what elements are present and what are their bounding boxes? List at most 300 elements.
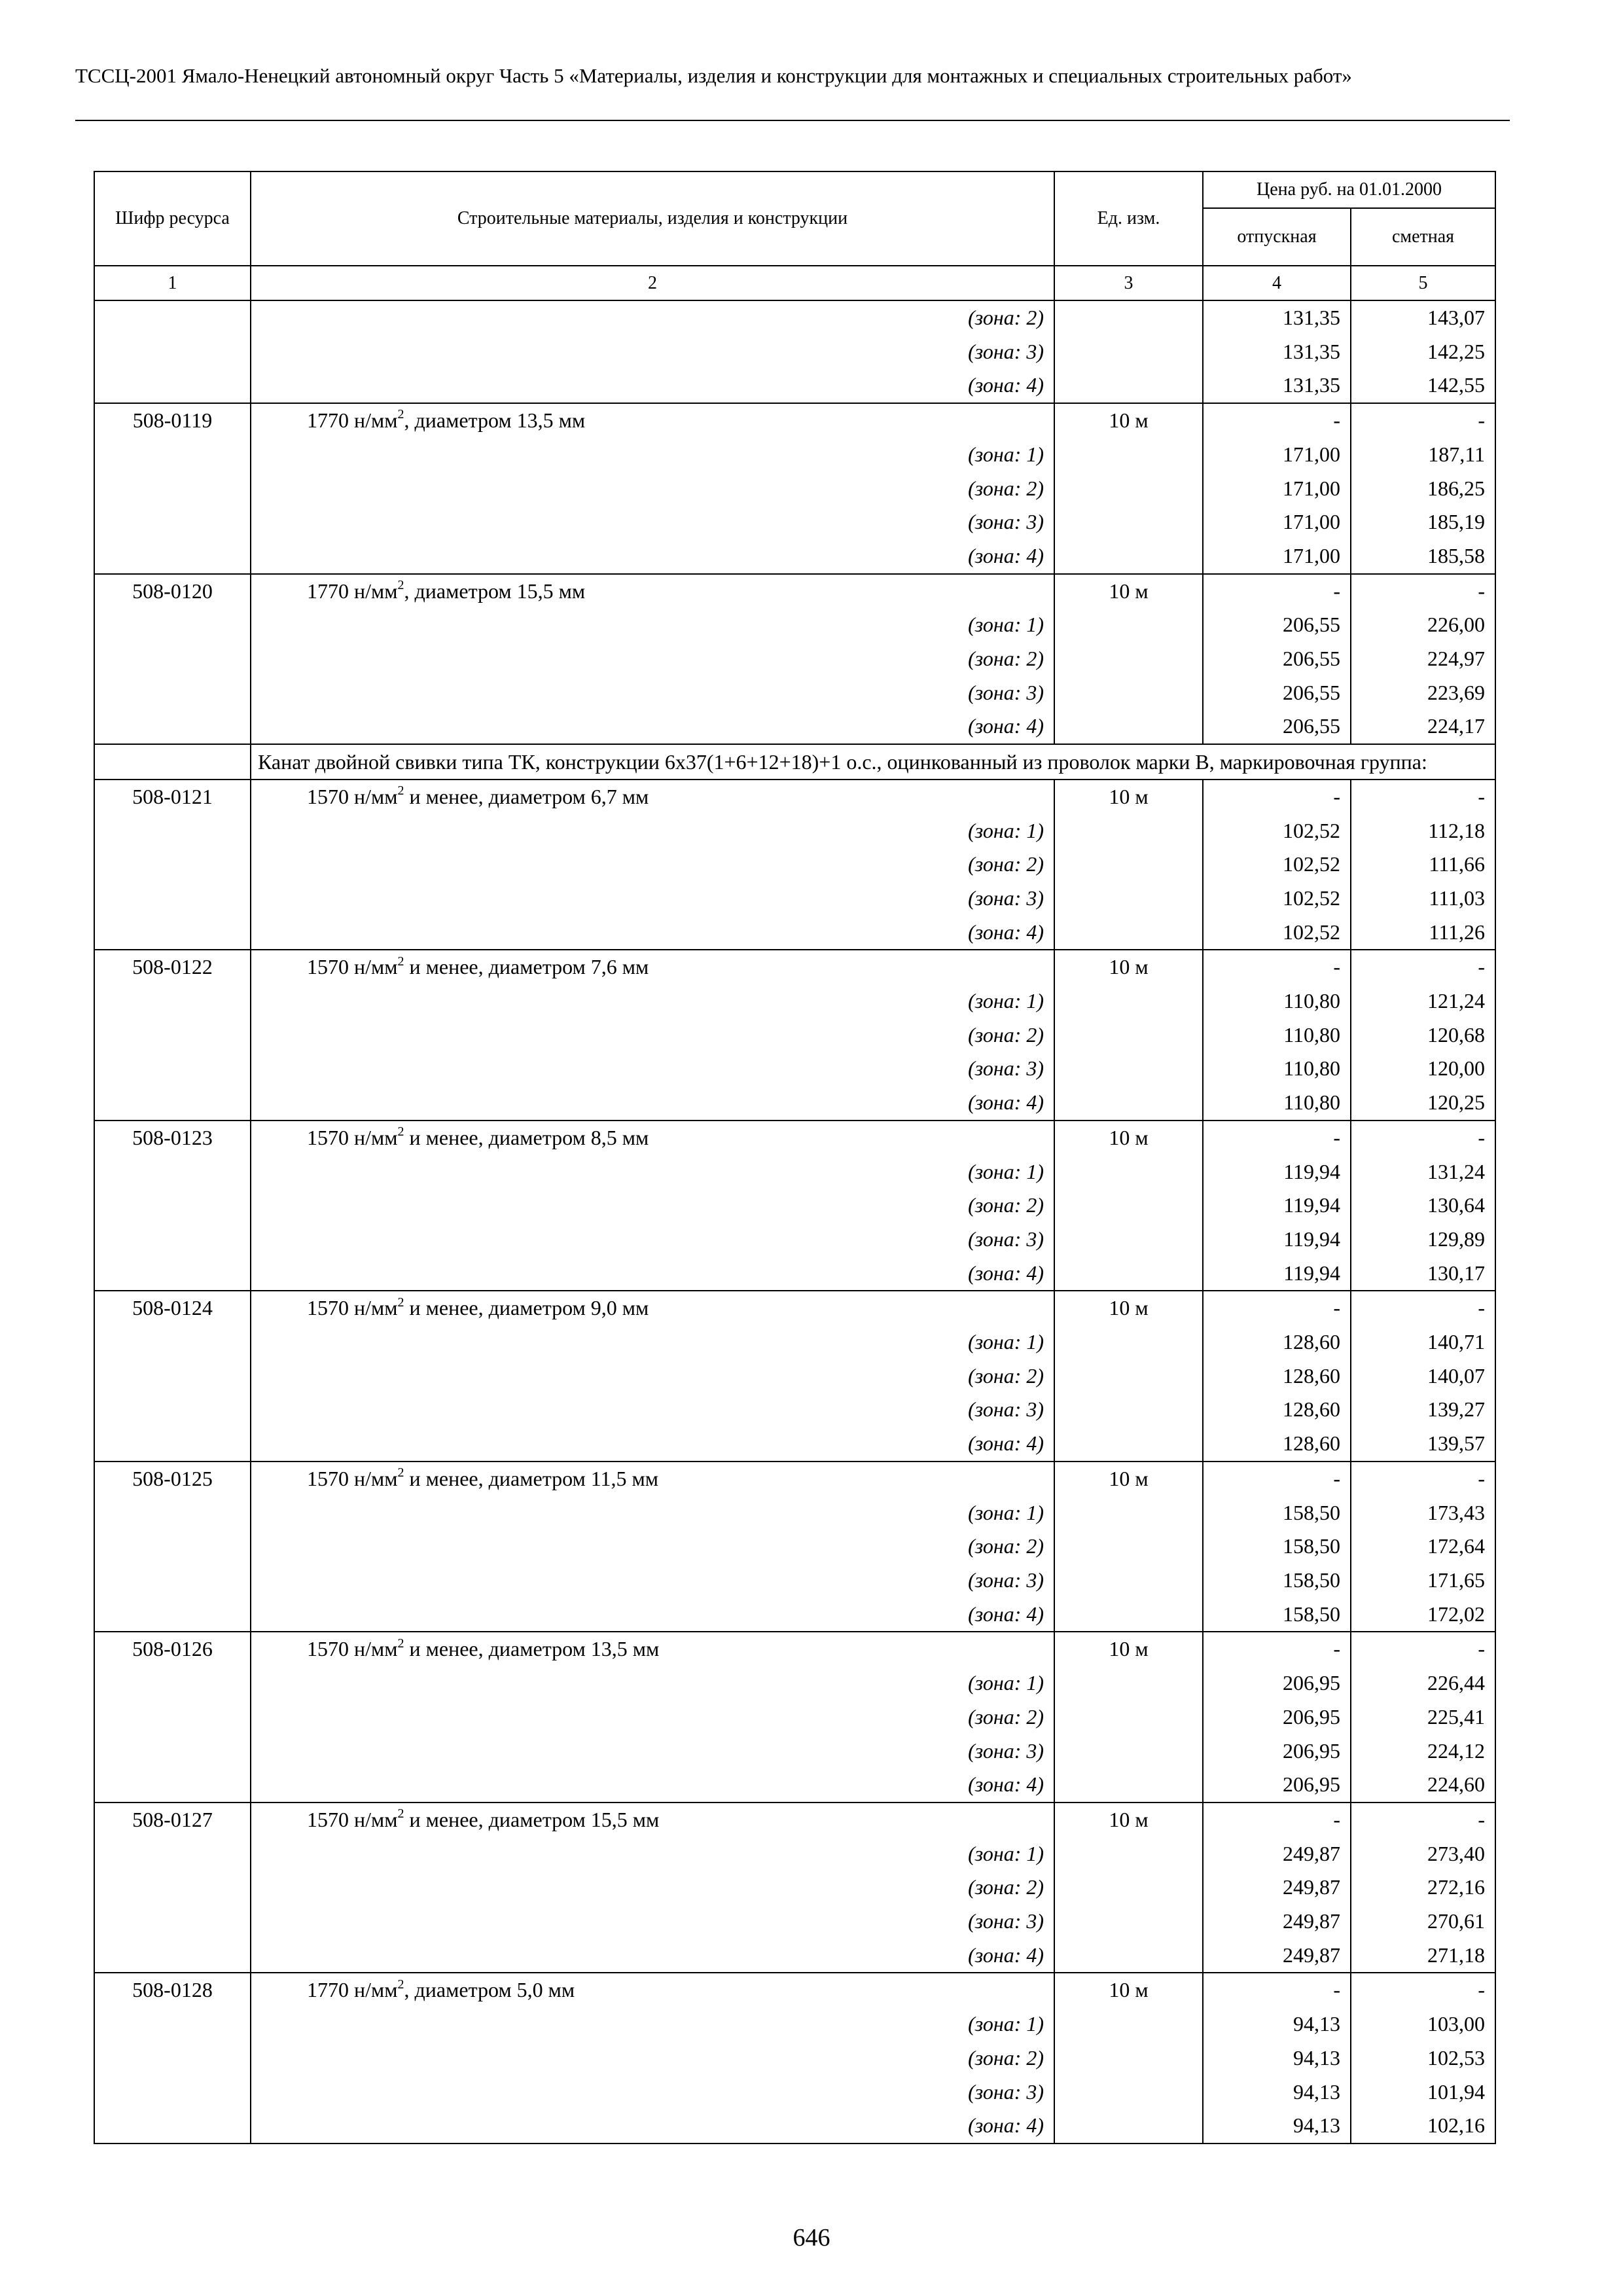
item-row [94, 780, 1495, 814]
estimate-price: 140,71 [1351, 1325, 1495, 1359]
empty-cell [1054, 1734, 1203, 1768]
release-price: - [1203, 950, 1351, 984]
estimate-price: 271,18 [1351, 1939, 1495, 1973]
empty-cell [94, 1939, 251, 1973]
superscript-2: 2 [397, 1124, 404, 1139]
column-number: 5 [1351, 266, 1495, 300]
zone-row [94, 1496, 1495, 1530]
empty-cell [1054, 1018, 1203, 1052]
estimate-price: - [1351, 1121, 1495, 1155]
empty-cell [1054, 676, 1203, 710]
zone-label: (зона: 1) [251, 2007, 1054, 2041]
zone-row [94, 438, 1495, 472]
resource-code: 508-0122 [94, 950, 251, 984]
release-price: 171,00 [1203, 539, 1351, 574]
zone-label: (зона: 1) [251, 814, 1054, 848]
empty-cell [1054, 1496, 1203, 1530]
column-header-name: Строительные материалы, изделия и конструкции [251, 171, 1054, 266]
zone-label: (зона: 2) [251, 300, 1054, 335]
estimate-price: 186,25 [1351, 472, 1495, 506]
zone-label: (зона: 2) [251, 2041, 1054, 2075]
release-price: 131,35 [1203, 368, 1351, 403]
column-number-row [94, 266, 1495, 300]
zone-label: (зона: 3) [251, 1052, 1054, 1086]
empty-cell [1054, 1905, 1203, 1939]
empty-cell [94, 676, 251, 710]
item-name [251, 1121, 1054, 1155]
item-name-suffix: и менее, диаметром 11,5 мм [404, 1466, 659, 1490]
unit: 10 м [1054, 1291, 1203, 1325]
item-name [251, 403, 1054, 438]
release-price: 158,50 [1203, 1598, 1351, 1632]
estimate-price: 224,12 [1351, 1734, 1495, 1768]
empty-cell [94, 709, 251, 744]
empty-cell [1054, 1871, 1203, 1905]
column-header-price-group: Цена руб. на 01.01.2000 [1203, 171, 1495, 208]
zone-label: (зона: 2) [251, 1871, 1054, 1905]
empty-cell [1054, 1530, 1203, 1564]
empty-cell [1054, 814, 1203, 848]
empty-cell [1054, 1325, 1203, 1359]
estimate-price: 111,03 [1351, 882, 1495, 916]
column-number: 2 [251, 266, 1054, 300]
zone-row [94, 1734, 1495, 1768]
estimate-price: - [1351, 780, 1495, 814]
zone-row [94, 2075, 1495, 2109]
empty-cell [94, 2007, 251, 2041]
superscript-2: 2 [397, 954, 404, 969]
superscript-2: 2 [397, 1465, 404, 1480]
empty-cell [1054, 1837, 1203, 1871]
superscript-2: 2 [397, 1806, 404, 1821]
estimate-price: 142,55 [1351, 368, 1495, 403]
release-price: 206,95 [1203, 1700, 1351, 1734]
zone-label: (зона: 3) [251, 882, 1054, 916]
estimate-price: 111,66 [1351, 848, 1495, 882]
zone-row [94, 676, 1495, 710]
zone-label: (зона: 2) [251, 472, 1054, 506]
zone-row [94, 608, 1495, 642]
zone-label: (зона: 1) [251, 1155, 1054, 1189]
zone-row [94, 539, 1495, 574]
zone-label: (зона: 1) [251, 984, 1054, 1018]
estimate-price: 143,07 [1351, 300, 1495, 335]
estimate-price: 120,68 [1351, 1018, 1495, 1052]
estimate-price: - [1351, 1462, 1495, 1496]
empty-cell [94, 916, 251, 950]
empty-cell [94, 1700, 251, 1734]
release-price: 171,00 [1203, 438, 1351, 472]
unit: 10 м [1054, 574, 1203, 609]
release-price: - [1203, 1973, 1351, 2007]
estimate-price: - [1351, 574, 1495, 609]
empty-cell [1054, 1427, 1203, 1462]
release-price: 102,52 [1203, 814, 1351, 848]
zone-row [94, 1598, 1495, 1632]
zone-label: (зона: 4) [251, 2109, 1054, 2144]
release-price: 249,87 [1203, 1837, 1351, 1871]
empty-cell [94, 1768, 251, 1803]
empty-cell [94, 472, 251, 506]
item-row [94, 1973, 1495, 2007]
empty-cell [94, 1189, 251, 1223]
estimate-price: 111,26 [1351, 916, 1495, 950]
empty-cell [1054, 848, 1203, 882]
estimate-price: - [1351, 1632, 1495, 1666]
item-row [94, 950, 1495, 984]
column-header-release-price: отпускная [1203, 208, 1351, 266]
estimate-price: 120,25 [1351, 1086, 1495, 1121]
resource-code: 508-0128 [94, 1973, 251, 2007]
zone-row [94, 2007, 1495, 2041]
zone-label: (зона: 1) [251, 1837, 1054, 1871]
zone-label: (зона: 4) [251, 709, 1054, 744]
superscript-2: 2 [397, 577, 404, 592]
empty-cell [1054, 1223, 1203, 1257]
zone-row [94, 882, 1495, 916]
estimate-price: 103,00 [1351, 2007, 1495, 2041]
item-row [94, 403, 1495, 438]
superscript-2: 2 [397, 1636, 404, 1651]
empty-cell [94, 1359, 251, 1393]
column-header-unit: Ед. изм. [1054, 171, 1203, 266]
item-name [251, 1803, 1054, 1837]
estimate-price: 226,44 [1351, 1666, 1495, 1700]
item-name-suffix: и менее, диаметром 8,5 мм [404, 1125, 649, 1149]
zone-row [94, 1359, 1495, 1393]
estimate-price: 131,24 [1351, 1155, 1495, 1189]
empty-cell [94, 814, 251, 848]
release-price: 119,94 [1203, 1155, 1351, 1189]
item-name [251, 1973, 1054, 2007]
empty-cell [1054, 1086, 1203, 1121]
release-price: 249,87 [1203, 1905, 1351, 1939]
item-name-prefix: 1570 н/мм [307, 1637, 398, 1661]
zone-label: (зона: 4) [251, 1257, 1054, 1291]
zone-row [94, 1393, 1495, 1427]
zone-row [94, 709, 1495, 744]
item-name [251, 574, 1054, 609]
release-price: 128,60 [1203, 1393, 1351, 1427]
estimate-price: 270,61 [1351, 1905, 1495, 1939]
zone-row [94, 335, 1495, 369]
empty-cell [1054, 608, 1203, 642]
release-price: - [1203, 1803, 1351, 1837]
zone-label: (зона: 3) [251, 676, 1054, 710]
zone-label: (зона: 4) [251, 539, 1054, 574]
estimate-price: 140,07 [1351, 1359, 1495, 1393]
empty-cell [1054, 2109, 1203, 2144]
empty-cell [1054, 1666, 1203, 1700]
group-heading: Канат двойной свивки типа ТК, конструкции 6х37(1+6+12+18)+1 о.с., оцинкованный из проволок марки В, маркировочная группа: [251, 744, 1495, 780]
item-name [251, 1291, 1054, 1325]
empty-cell [94, 1223, 251, 1257]
release-price: - [1203, 574, 1351, 609]
empty-cell [1054, 539, 1203, 574]
empty-cell [94, 848, 251, 882]
zone-label: (зона: 4) [251, 1939, 1054, 1973]
estimate-price: 120,00 [1351, 1052, 1495, 1086]
zone-row [94, 642, 1495, 676]
empty-cell [1054, 1768, 1203, 1803]
empty-cell [94, 368, 251, 403]
release-price: 119,94 [1203, 1189, 1351, 1223]
resource-code: 508-0124 [94, 1291, 251, 1325]
unit: 10 м [1054, 403, 1203, 438]
zone-label: (зона: 1) [251, 608, 1054, 642]
item-name-suffix: и менее, диаметром 9,0 мм [404, 1296, 649, 1320]
empty-cell [94, 1155, 251, 1189]
item-name-prefix: 1570 н/мм [307, 1466, 398, 1490]
release-price: - [1203, 1121, 1351, 1155]
superscript-2: 2 [397, 407, 404, 422]
release-price: 206,55 [1203, 709, 1351, 744]
zone-row [94, 2109, 1495, 2144]
item-name-prefix: 1570 н/мм [307, 784, 398, 808]
item-name-prefix: 1570 н/мм [307, 1296, 398, 1320]
item-row [94, 1291, 1495, 1325]
item-name-prefix: 1570 н/мм [307, 1125, 398, 1149]
release-price: 110,80 [1203, 1052, 1351, 1086]
column-number: 3 [1054, 266, 1203, 300]
price-table [94, 171, 1496, 2144]
table-body [94, 300, 1495, 2144]
release-price: 94,13 [1203, 2109, 1351, 2144]
estimate-price: 142,25 [1351, 335, 1495, 369]
zone-row [94, 2041, 1495, 2075]
estimate-price: - [1351, 1973, 1495, 2007]
empty-cell [94, 1598, 251, 1632]
release-price: 206,55 [1203, 642, 1351, 676]
table-header [94, 171, 1495, 300]
zone-row [94, 1666, 1495, 1700]
group-heading-row [94, 744, 1495, 780]
empty-cell [1054, 2075, 1203, 2109]
empty-cell [94, 1052, 251, 1086]
empty-cell [1054, 882, 1203, 916]
zone-label: (зона: 2) [251, 1018, 1054, 1052]
empty-cell [1054, 335, 1203, 369]
zone-label: (зона: 2) [251, 1189, 1054, 1223]
estimate-price: 223,69 [1351, 676, 1495, 710]
estimate-price: - [1351, 950, 1495, 984]
unit: 10 м [1054, 1973, 1203, 2007]
release-price: 94,13 [1203, 2041, 1351, 2075]
empty-cell [94, 1871, 251, 1905]
item-name [251, 1462, 1054, 1496]
zone-row [94, 984, 1495, 1018]
zone-row [94, 1700, 1495, 1734]
zone-row [94, 1052, 1495, 1086]
empty-cell [94, 642, 251, 676]
empty-cell [94, 1496, 251, 1530]
release-price: 206,55 [1203, 676, 1351, 710]
release-price: 249,87 [1203, 1871, 1351, 1905]
zone-row [94, 1871, 1495, 1905]
zone-label: (зона: 1) [251, 1666, 1054, 1700]
empty-cell [94, 1530, 251, 1564]
item-name [251, 950, 1054, 984]
item-name-prefix: 1770 н/мм [307, 1978, 398, 2002]
resource-code: 508-0120 [94, 574, 251, 609]
release-price: 110,80 [1203, 984, 1351, 1018]
empty-cell [1054, 1564, 1203, 1598]
item-name-suffix: , диаметром 15,5 мм [404, 579, 586, 603]
zone-label: (зона: 3) [251, 1734, 1054, 1768]
zone-label: (зона: 4) [251, 1768, 1054, 1803]
empty-cell [94, 335, 251, 369]
empty-cell [94, 1564, 251, 1598]
zone-row [94, 916, 1495, 950]
empty-cell [94, 1086, 251, 1121]
item-row [94, 1632, 1495, 1666]
unit: 10 м [1054, 780, 1203, 814]
item-row [94, 574, 1495, 609]
release-price: 206,95 [1203, 1768, 1351, 1803]
zone-label: (зона: 2) [251, 848, 1054, 882]
resource-code: 508-0123 [94, 1121, 251, 1155]
empty-cell [1054, 642, 1203, 676]
empty-cell [1054, 1189, 1203, 1223]
zone-row [94, 848, 1495, 882]
release-price: 119,94 [1203, 1257, 1351, 1291]
release-price: - [1203, 1462, 1351, 1496]
empty-cell [94, 882, 251, 916]
empty-cell [1054, 1359, 1203, 1393]
estimate-price: 224,97 [1351, 642, 1495, 676]
zone-row [94, 1837, 1495, 1871]
release-price: 94,13 [1203, 2075, 1351, 2109]
release-price: 206,55 [1203, 608, 1351, 642]
zone-row [94, 1427, 1495, 1462]
estimate-price: 172,64 [1351, 1530, 1495, 1564]
empty-cell [94, 539, 251, 574]
zone-row [94, 1768, 1495, 1803]
release-price: 94,13 [1203, 2007, 1351, 2041]
unit: 10 м [1054, 1803, 1203, 1837]
zone-row [94, 1325, 1495, 1359]
estimate-price: - [1351, 1291, 1495, 1325]
estimate-price: 226,00 [1351, 608, 1495, 642]
estimate-price: - [1351, 403, 1495, 438]
zone-label: (зона: 2) [251, 1359, 1054, 1393]
superscript-2: 2 [397, 1295, 404, 1310]
zone-label: (зона: 1) [251, 1496, 1054, 1530]
item-name-suffix: , диаметром 13,5 мм [404, 408, 586, 433]
item-name-suffix: , диаметром 5,0 мм [404, 1978, 575, 2002]
zone-label: (зона: 3) [251, 505, 1054, 539]
zone-label: (зона: 3) [251, 1393, 1054, 1427]
zone-row [94, 1905, 1495, 1939]
item-name-prefix: 1570 н/мм [307, 955, 398, 979]
unit: 10 м [1054, 1632, 1203, 1666]
zone-label: (зона: 2) [251, 1700, 1054, 1734]
release-price: - [1203, 780, 1351, 814]
estimate-price: 224,60 [1351, 1768, 1495, 1803]
zone-label: (зона: 4) [251, 1086, 1054, 1121]
estimate-price: 224,17 [1351, 709, 1495, 744]
zone-label: (зона: 3) [251, 1564, 1054, 1598]
release-price: - [1203, 1291, 1351, 1325]
item-row [94, 1803, 1495, 1837]
release-price: 102,52 [1203, 882, 1351, 916]
empty-cell [94, 505, 251, 539]
zone-label: (зона: 1) [251, 438, 1054, 472]
zone-row [94, 505, 1495, 539]
resource-code: 508-0119 [94, 403, 251, 438]
empty-cell [94, 1905, 251, 1939]
release-price: 158,50 [1203, 1530, 1351, 1564]
estimate-price: 173,43 [1351, 1496, 1495, 1530]
empty-cell [1054, 1155, 1203, 1189]
estimate-price: 129,89 [1351, 1223, 1495, 1257]
item-name [251, 1632, 1054, 1666]
release-price: 131,35 [1203, 335, 1351, 369]
release-price: 128,60 [1203, 1325, 1351, 1359]
estimate-price: 121,24 [1351, 984, 1495, 1018]
estimate-price: 101,94 [1351, 2075, 1495, 2109]
unit: 10 м [1054, 1121, 1203, 1155]
release-price: - [1203, 1632, 1351, 1666]
estimate-price: 130,17 [1351, 1257, 1495, 1291]
zone-row [94, 1257, 1495, 1291]
item-name-suffix: и менее, диаметром 6,7 мм [404, 784, 649, 808]
unit: 10 м [1054, 1462, 1203, 1496]
empty-cell [1054, 916, 1203, 950]
empty-cell [1054, 1393, 1203, 1427]
estimate-price: 172,02 [1351, 1598, 1495, 1632]
zone-label: (зона: 4) [251, 1427, 1054, 1462]
resource-code: 508-0121 [94, 780, 251, 814]
estimate-price: 139,57 [1351, 1427, 1495, 1462]
release-price: 158,50 [1203, 1564, 1351, 1598]
estimate-price: - [1351, 1803, 1495, 1837]
empty-cell [1054, 1257, 1203, 1291]
release-price: - [1203, 403, 1351, 438]
estimate-price: 187,11 [1351, 438, 1495, 472]
empty-cell [94, 744, 251, 780]
empty-cell [94, 300, 251, 335]
column-number: 1 [94, 266, 251, 300]
zone-row [94, 472, 1495, 506]
zone-row [94, 1189, 1495, 1223]
resource-code: 508-0126 [94, 1632, 251, 1666]
empty-cell [1054, 2007, 1203, 2041]
zone-row [94, 1155, 1495, 1189]
estimate-price: 130,64 [1351, 1189, 1495, 1223]
empty-cell [94, 2075, 251, 2109]
empty-cell [94, 1325, 251, 1359]
zone-label: (зона: 4) [251, 1598, 1054, 1632]
item-row [94, 1462, 1495, 1496]
empty-cell [1054, 2041, 1203, 2075]
estimate-price: 185,58 [1351, 539, 1495, 574]
page-number: 646 [793, 2224, 830, 2251]
empty-cell [1054, 1939, 1203, 1973]
empty-cell [1054, 472, 1203, 506]
column-header-estimate-price: сметная [1351, 208, 1495, 266]
empty-cell [94, 1018, 251, 1052]
item-name-suffix: и менее, диаметром 7,6 мм [404, 955, 649, 979]
empty-cell [94, 1666, 251, 1700]
page-header: ТССЦ-2001 Ямало-Ненецкий автономный округ Часть 5 «Материалы, изделия и конструкции для монтажных и специальных строительных работ» [75, 64, 1352, 87]
release-price: 119,94 [1203, 1223, 1351, 1257]
header-divider [75, 120, 1510, 121]
zone-label: (зона: 3) [251, 1905, 1054, 1939]
release-price: 158,50 [1203, 1496, 1351, 1530]
superscript-2: 2 [397, 1977, 404, 1992]
zone-row [94, 1939, 1495, 1973]
